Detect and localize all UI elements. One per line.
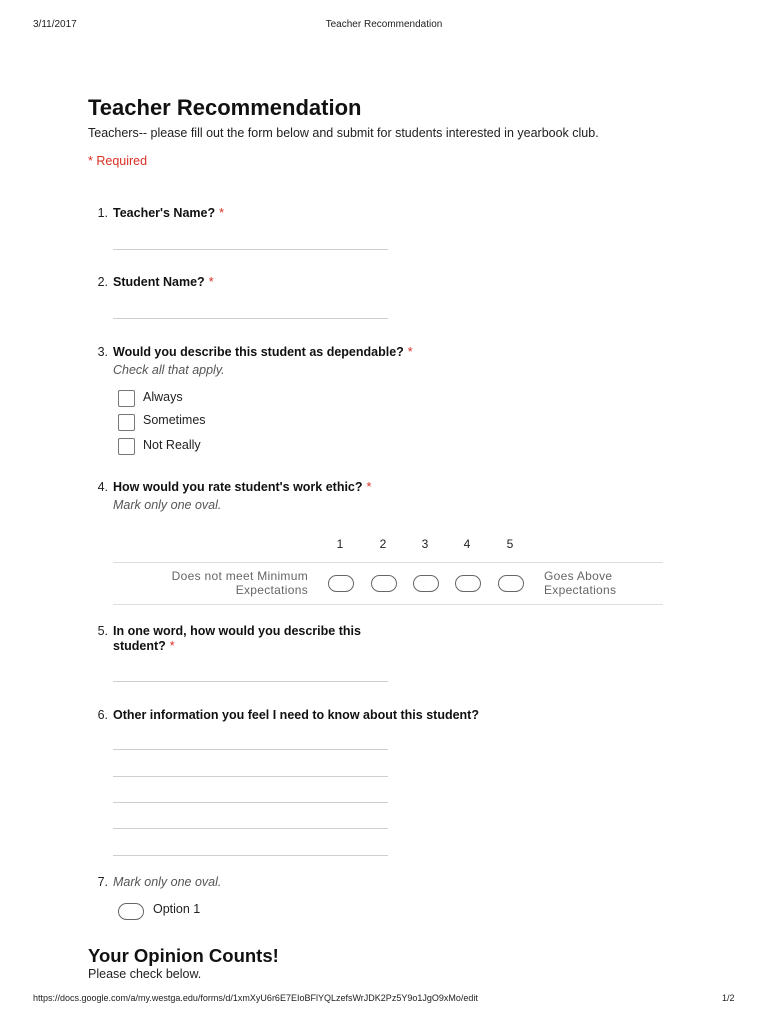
textarea-line (113, 749, 388, 750)
checkbox-not-really[interactable] (118, 438, 135, 455)
scale-high-line2: Expectations (544, 583, 617, 597)
print-page-number: 1/2 (722, 993, 735, 1003)
required-asterisk: * (366, 480, 372, 494)
question-6-text: Other information you feel I need to know about this student? (113, 708, 479, 722)
rating-oval-1[interactable] (328, 575, 354, 592)
print-url: https://docs.google.com/a/my.westga.edu/forms/d/1xmXyU6r6E7EIoBFlYQLzefsWrJDK2Pz5Y9o1JgO9xMo/edit (33, 993, 478, 1003)
required-asterisk: * (208, 275, 214, 289)
scale-number: 3 (421, 537, 429, 551)
checkbox-sometimes[interactable] (118, 414, 135, 431)
question-number: 1. (97, 206, 108, 220)
option-label: Not Really (143, 438, 201, 452)
print-title: Teacher Recommendation (325, 19, 443, 30)
required-note: * Required (88, 154, 148, 168)
checkbox-always[interactable] (118, 390, 135, 407)
scale-top-divider (113, 562, 663, 563)
textarea-line (113, 855, 388, 856)
scale-bottom-divider (113, 604, 663, 605)
scale-low-label (150, 569, 308, 597)
question-label: Teacher's Name? (113, 206, 216, 220)
required-asterisk: * (169, 639, 175, 653)
question-hint: Mark only one oval. (113, 875, 222, 889)
question-label-line2: student? (113, 639, 166, 653)
option-1-oval[interactable] (118, 903, 144, 920)
question-1-text (113, 206, 224, 221)
question-hint: Mark only one oval. (113, 498, 222, 512)
form-description: Teachers-- please fill out the form below and submit for students interested in yearbook club. (88, 126, 599, 140)
rating-oval-2[interactable] (371, 575, 397, 592)
required-asterisk: * (219, 206, 224, 220)
textarea-line (113, 776, 388, 777)
question-number: 2. (97, 275, 108, 289)
question-2-text (113, 275, 214, 290)
scale-high-label (544, 569, 616, 597)
rating-oval-4[interactable] (455, 575, 481, 592)
textarea-line (113, 828, 388, 829)
scale-number: 5 (506, 537, 514, 551)
textarea-line (113, 802, 388, 803)
form-title: Teacher Recommendation (88, 95, 362, 120)
option-label: Sometimes (143, 413, 206, 427)
required-asterisk: * (407, 345, 413, 359)
question-number: 7. (97, 875, 108, 889)
scale-number: 2 (379, 537, 387, 551)
section-description: Please check below. (88, 967, 202, 981)
scale-number: 4 (463, 537, 471, 551)
print-date: 3/11/2017 (33, 19, 77, 30)
question-number: 5. (97, 624, 108, 638)
question-label-line2-wrap (113, 639, 361, 654)
one-word-input[interactable] (113, 681, 388, 682)
question-3-text (113, 345, 413, 360)
question-label: Would you describe this student as dependable? (113, 345, 404, 359)
question-number: 3. (97, 345, 108, 359)
teacher-name-input[interactable] (113, 249, 388, 250)
question-4-text (113, 480, 371, 495)
option-label: Option 1 (153, 902, 201, 916)
scale-number: 1 (336, 537, 344, 551)
scale-low-line2: Expectations (235, 583, 308, 597)
question-number: 6. (97, 708, 108, 722)
scale-low-line1: Does not meet Minimum (171, 569, 308, 583)
question-label: Student Name? (113, 275, 205, 289)
section-title: Your Opinion Counts! (88, 945, 279, 966)
question-label: How would you rate student's work ethic? (113, 480, 363, 494)
option-label: Always (143, 390, 183, 404)
question-5-text (113, 624, 361, 654)
student-name-input[interactable] (113, 318, 388, 319)
rating-oval-5[interactable] (498, 575, 524, 592)
scale-high-line1: Goes Above (544, 569, 613, 583)
rating-oval-3[interactable] (413, 575, 439, 592)
question-number: 4. (97, 480, 108, 494)
question-label-line1: In one word, how would you describe this (113, 624, 361, 638)
question-hint: Check all that apply. (113, 363, 225, 377)
other-info-textarea[interactable] (113, 749, 388, 859)
